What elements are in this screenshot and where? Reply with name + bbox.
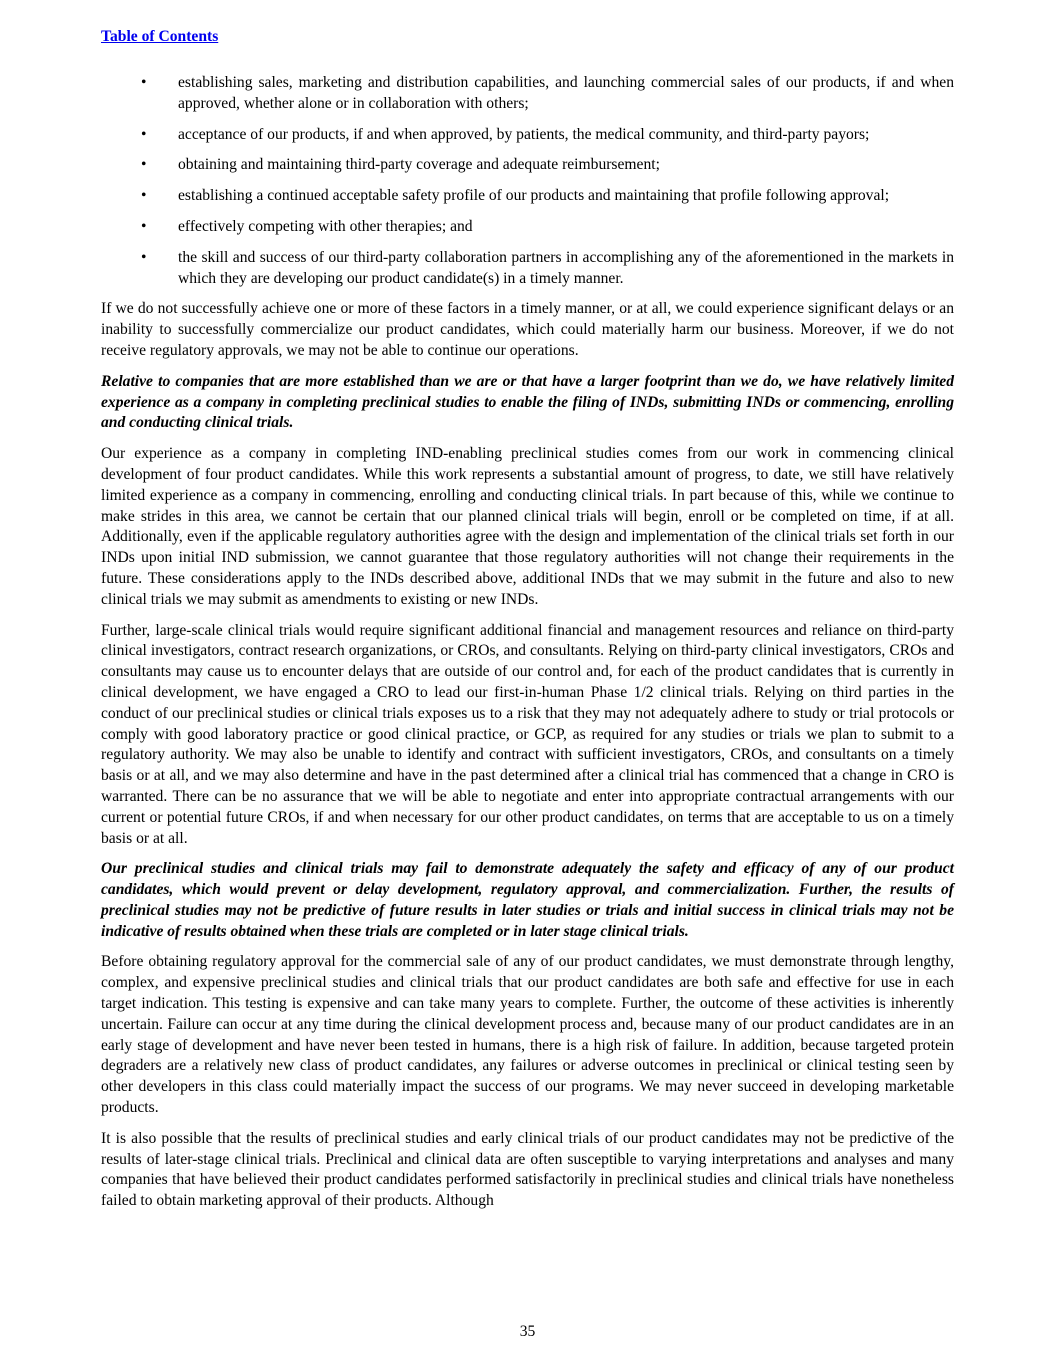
page-number: 35 (519, 1323, 536, 1340)
list-item (101, 217, 954, 238)
bullet-icon: • (141, 156, 147, 174)
paragraph-predictive-results: It is also possible that the results of preclinical studies and early clinical trials of our product candidates may not be predictive of the results of later-stage clinical trials. Preclinical and clinical data are often susceptible to varying interpretations and analyses and many companies that have believed their product candidates performed satisfactorily in preclinical studies and clinical trials have nonetheless failed to obtain marketing approval of their products. Although (101, 1129, 954, 1210)
bullet-icon: • (141, 74, 147, 91)
list-item (101, 155, 954, 176)
table-of-contents-link[interactable]: Table of Contents (101, 28, 219, 45)
bullet-icon: • (141, 125, 147, 143)
list-item (101, 248, 954, 290)
list-item-text: establishing a continued acceptable safety profile of our products and maintaining that profile following approval; (178, 187, 890, 205)
list-item-text: the skill and success of our third-party collaboration partners in accomplishing any of the aforementioned in the markets in which they are developing our product candidate(s) in a timely manner. (178, 248, 954, 287)
list-item (101, 73, 954, 115)
paragraph-experience: Our experience as a company in completing IND-enabling preclinical studies comes from our work in commencing clinical development of four product candidates. While this work represents a substantial amount of progress, to date, we still have relatively limited experience as a company in commencing, enrolling and conducting clinical trials. In part because of this, while we continue to make strides in this area, we cannot be certain that our planned clinical trials will begin, enroll or be completed on time, if at all. Additionally, even if the applicable regulatory authorities agree with the design and implementation of the clinical trials set forth in our INDs upon initial IND submission, we cannot guarantee that those regulatory authorities will not change their requirements in the future. These considerations apply to the INDs described above, additional INDs that we may submit in the future and also to new clinical trials we may submit as amendments to existing or new INDs. (101, 445, 954, 608)
risk-heading-preclinical-failure: Our preclinical studies and clinical trials may fail to demonstrate adequately the safety and efficacy of any of our product candidates, which would prevent or delay development, regulatory approval, and commercialization. Further, the results of preclinical studies may not be predictive of future results in later studies or trials and initial success in clinical trials may not be indicative of results obtained when these trials are completed or in later stage clinical trials. (101, 860, 954, 940)
list-item-text: obtaining and maintaining third-party coverage and adequate reimbursement; (178, 156, 660, 174)
paragraph-regulatory-approval: Before obtaining regulatory approval for the commercial sale of any of our product candidates, we must demonstrate through lengthy, complex, and expensive preclinical studies and clinical trials that our product candidates are both safe and effective for use in each target indication. This testing is expensive and can take many years to complete. Further, the outcome of these activities is inherently uncertain. Failure can occur at any time during the clinical development process and, because many of our product candidates are in an early stage of development and have never been tested in humans, there is a high risk of failure. In addition, because targeted protein degraders are a relatively new class of product candidates, any failures or adverse outcomes in preclinical or clinical testing seen by other developers in this class could materially impact the success of our programs. We may never succeed in developing marketable products. (101, 953, 954, 1117)
bullet-list (101, 73, 954, 289)
paragraph-large-scale-trials: Further, large-scale clinical trials would require significant additional financial and management resources and reliance on third-party clinical investigators, contract research organizations, or CROs, and consultants. Relying on third-party clinical investigators, CROs and consultants may cause us to encounter delays that are outside of our control and, for each of the product candidates that is currently in clinical development, we have engaged a CRO to lead our first-in-human Phase 1/2 clinical trials. Relying on third parties in the conduct of our preclinical studies or clinical trials exposes us to a risk that they may not adequately adhere to study or trial protocols or comply with good laboratory practice or good clinical practice, or GCP, as required for any studies or trials we plan to submit to a regulatory authority. We may also be unable to identify and contract with sufficient investigators, CROs, and consultants on a timely basis or at all, and we may also determine and have in the past determined after a clinical trial has commenced that a change in CRO is warranted. There can be no assurance that we will be able to negotiate and enter into appropriate contractual arrangements with our current or potential future CROs, if and when necessary for our other product candidates, on terms that are acceptable to us on a timely basis or at all. (101, 621, 954, 847)
list-item-text: establishing sales, marketing and distribution capabilities, and launching commercial sales of our products, if and when approved, whether alone or in collaboration with others; (178, 74, 954, 112)
bullet-icon: • (141, 217, 147, 235)
bullet-icon: • (141, 187, 147, 205)
bullet-icon: • (141, 248, 147, 266)
risk-heading-limited-experience: Relative to companies that are more established than we are or that have a larger footprint than we do, we have relatively limited experience as a company in completing preclinical studies to enable the filing of INDs, submitting INDs or commencing, enrolling and conducting clinical trials. (101, 372, 954, 432)
list-item (101, 186, 954, 207)
page-content (101, 73, 954, 1222)
list-item-text: effectively competing with other therapies; and (178, 217, 473, 235)
list-item (101, 125, 954, 146)
paragraph-consequences: If we do not successfully achieve one or more of these factors in a timely manner, or at all, we could experience significant delays or an inability to successfully commercialize our product candidates, which could materially harm our business. Moreover, if we do not receive regulatory approvals, we may not be able to continue our operations. (101, 300, 954, 359)
list-item-text: acceptance of our products, if and when approved, by patients, the medical community, and third-party payors; (178, 125, 870, 143)
